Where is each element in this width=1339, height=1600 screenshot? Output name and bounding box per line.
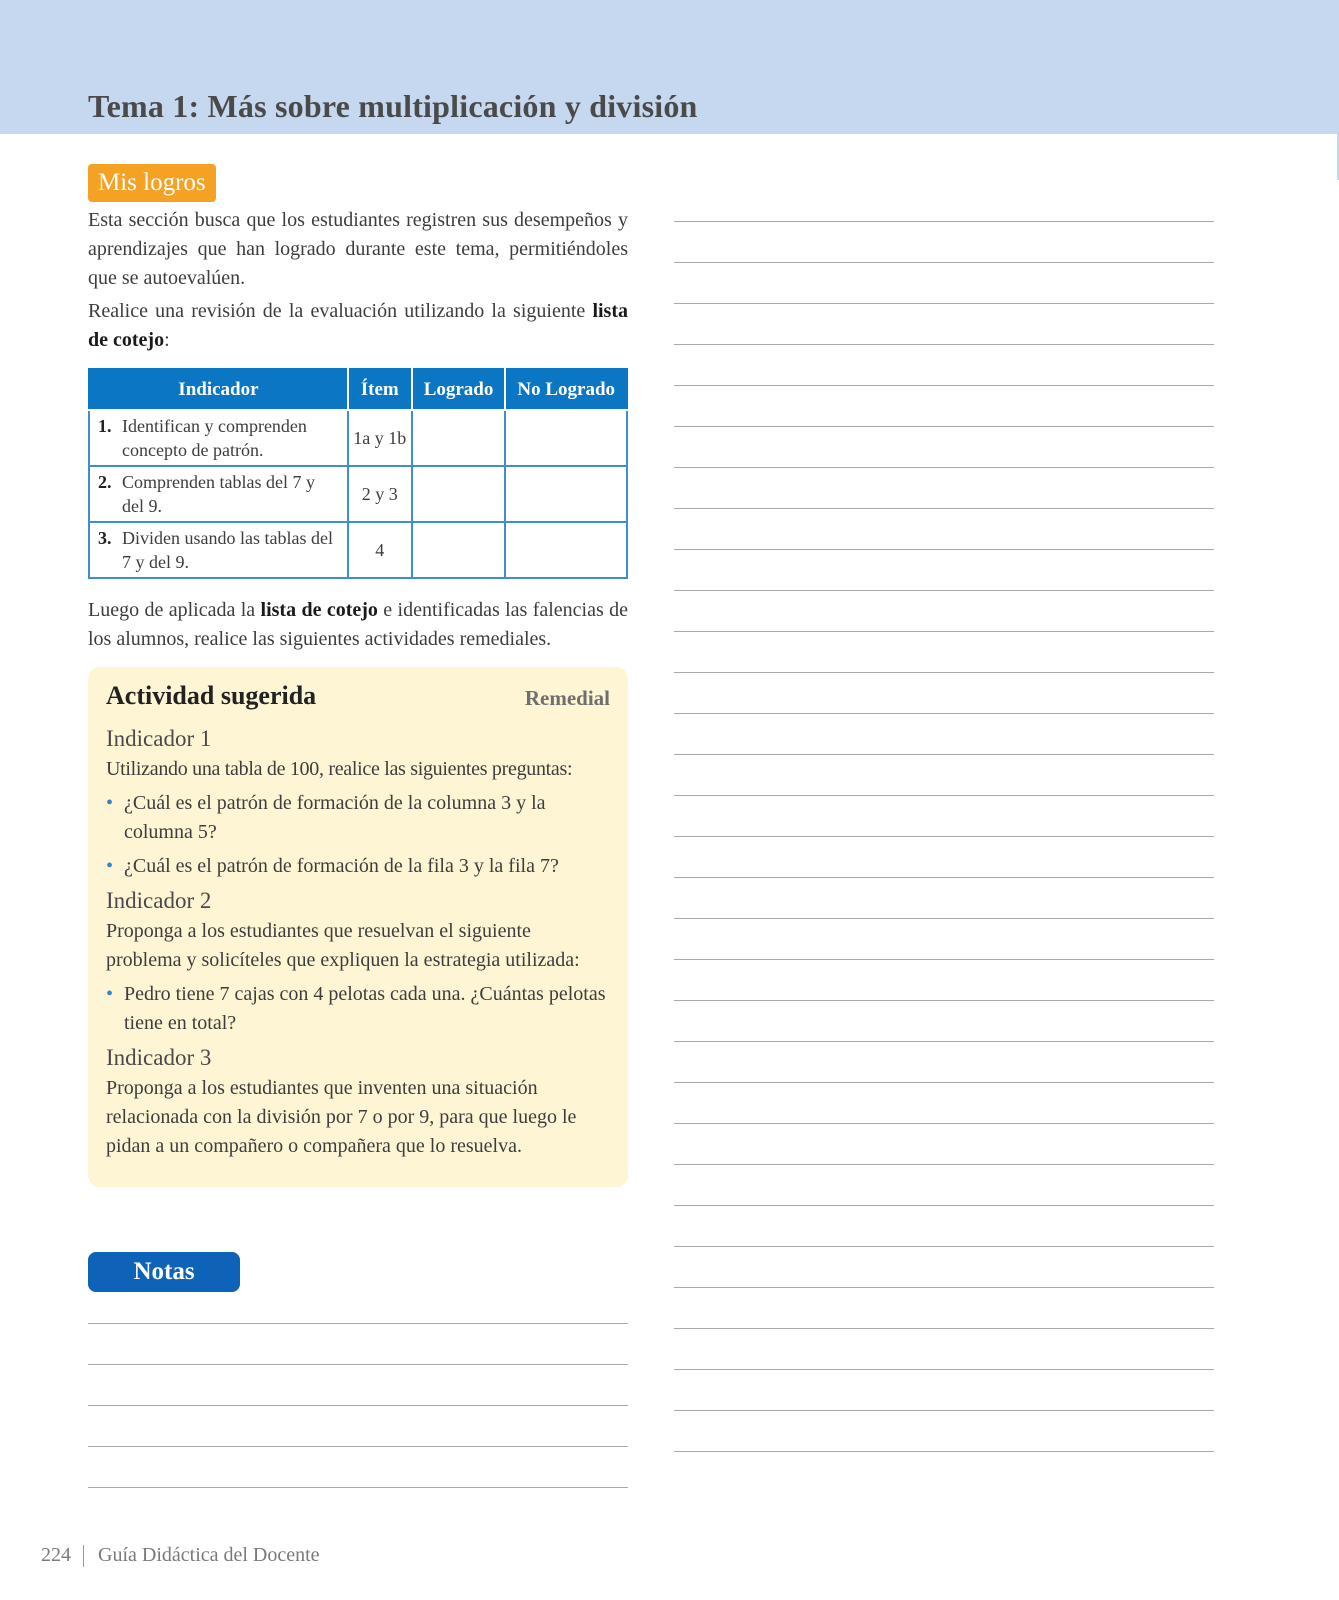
note-line [674, 549, 1214, 550]
review-bold: lista de cotejo [88, 300, 628, 351]
remedial-prefix: Luego de aplicada la [88, 599, 261, 621]
list-item: • Pedro tiene 7 cajas con 4 pelotas cada una. ¿Cuántas pelotas tiene en total? [106, 980, 610, 1038]
table-row [89, 410, 627, 466]
note-line [88, 1323, 628, 1324]
indicator-heading: Indicador 3 [106, 1045, 212, 1070]
note-line [674, 385, 1214, 386]
page-footer [41, 1544, 320, 1567]
note-line [674, 1000, 1214, 1001]
indicator-text: Proponga a los estudiantes que inventen una situación relacionada con la división por 7 o por 9, para que luego le pidan a un compañero o compañera que lo resuelva. [106, 1077, 577, 1157]
footer-separator [83, 1545, 84, 1567]
table-row [89, 522, 627, 578]
note-line [674, 754, 1214, 755]
remedial-intro [88, 596, 628, 654]
indicator-cell [89, 466, 348, 522]
note-line [674, 303, 1214, 304]
book-title: Guía Didáctica del Docente [98, 1544, 320, 1566]
note-line [674, 1205, 1214, 1206]
activity-header [106, 681, 610, 721]
header-no-logrado: No Logrado [505, 369, 627, 410]
indicator-text: Identifican y comprenden concepto de patrón. [122, 416, 307, 460]
note-line [674, 1410, 1214, 1411]
note-line [674, 795, 1214, 796]
note-line [674, 1287, 1214, 1288]
page-title: Tema 1: Más sobre multiplicación y división [88, 88, 698, 124]
note-line [674, 877, 1214, 878]
note-line [674, 959, 1214, 960]
note-line [88, 1487, 628, 1488]
logrado-cell[interactable] [412, 522, 506, 578]
note-line [674, 1164, 1214, 1165]
indicator-text: Dividen usando las tablas del 7 y del 9. [122, 528, 333, 572]
note-line [674, 1041, 1214, 1042]
note-line [674, 1369, 1214, 1370]
note-line [674, 1328, 1214, 1329]
activity-tag: Remedial [524, 686, 610, 710]
note-line [674, 1246, 1214, 1247]
indicator-cell [89, 522, 348, 578]
checklist-table [88, 368, 628, 579]
activity-box [88, 667, 628, 1187]
list-item: • ¿Cuál es el patrón de formación de la fila 3 y la fila 7? [106, 852, 610, 881]
header-indicador: Indicador [89, 369, 348, 410]
note-line [674, 590, 1214, 591]
note-line [88, 1405, 628, 1406]
mis-logros-badge: Mis logros [88, 164, 216, 202]
checklist-header-row [89, 369, 627, 410]
note-line [674, 426, 1214, 427]
remedial-suffix: e identificadas las falencias de los alumnos, realice las siguientes actividades remediales. [88, 599, 629, 650]
note-line [674, 467, 1214, 468]
indicator-number: 1. [98, 416, 112, 436]
note-line [674, 221, 1214, 222]
table-row [89, 466, 627, 522]
review-suffix: : [164, 329, 170, 351]
indicator-number: 3. [98, 528, 112, 548]
activity-title: Actividad sugerida [106, 681, 317, 710]
note-line [674, 672, 1214, 673]
item-cell: 2 y 3 [348, 466, 412, 522]
note-line [674, 836, 1214, 837]
indicator-heading: Indicador 2 [106, 888, 212, 913]
no-logrado-cell[interactable] [505, 522, 627, 578]
indicator-text: Comprenden tablas del 7 y del 9. [122, 472, 315, 516]
note-line [674, 1451, 1214, 1452]
indicator-number: 2. [98, 472, 112, 492]
note-line [88, 1446, 628, 1447]
no-logrado-cell[interactable] [505, 466, 627, 522]
review-instruction [88, 297, 628, 355]
note-line [88, 1364, 628, 1365]
item-cell: 1a y 1b [348, 410, 412, 466]
page-number: 224 [41, 1544, 71, 1566]
logrado-cell[interactable] [412, 466, 506, 522]
list-item: • ¿Cuál es el patrón de formación de la columna 3 y la columna 5? [106, 789, 610, 847]
note-line [674, 262, 1214, 263]
notas-badge: Notas [88, 1252, 240, 1292]
header-item: Ítem [348, 369, 412, 410]
note-line [674, 713, 1214, 714]
logrado-cell[interactable] [412, 410, 506, 466]
item-cell: 4 [348, 522, 412, 578]
indicator-heading: Indicador 1 [106, 726, 212, 751]
note-line [674, 508, 1214, 509]
note-line [674, 1123, 1214, 1124]
indicator-text: Proponga a los estudiantes que resuelvan el siguiente problema y solicíteles que expliquen la estrategia utilizada: [106, 920, 580, 971]
note-line [674, 1082, 1214, 1083]
note-line [674, 631, 1214, 632]
remedial-bold: lista de cotejo [260, 599, 378, 621]
note-line [674, 344, 1214, 345]
logros-intro: Esta sección busca que los estudiantes registren sus desempeños y aprendizajes que han logrado durante este tema, permitiéndoles que se autoevalúen. [88, 209, 628, 289]
review-prefix: Realice una revisión de la evaluación utilizando la siguiente [88, 300, 593, 322]
header-logrado: Logrado [412, 369, 506, 410]
note-line [674, 918, 1214, 919]
no-logrado-cell[interactable] [505, 410, 627, 466]
indicator-cell [89, 410, 348, 466]
indicator-text: Utilizando una tabla de 100, realice las siguientes preguntas: [106, 758, 573, 780]
